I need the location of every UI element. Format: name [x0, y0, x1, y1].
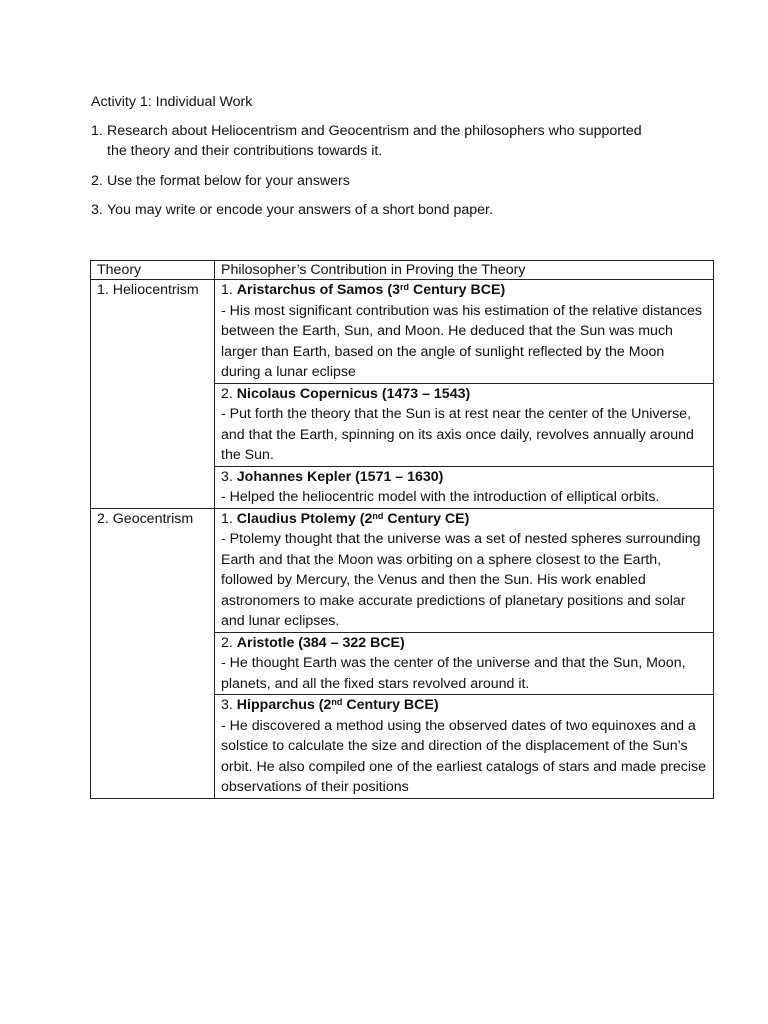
- instruction-text: You may write or encode your answers of a short bond paper.: [107, 202, 493, 218]
- instruction-text-continued: the theory and their contributions towards it.: [107, 143, 383, 159]
- theory-cell: 2. Geocentrism: [91, 508, 215, 798]
- philosopher-name: Aristarchus of Samos (3: [236, 282, 401, 298]
- contribution-cell: [215, 466, 714, 508]
- ordinal-suffix: nd: [372, 510, 384, 521]
- entry-number: 2.: [221, 385, 233, 402]
- instruction-number: 2.: [91, 173, 103, 189]
- contribution-text: - Helped the heliocentric model with the introduction of elliptical orbits.: [221, 489, 660, 505]
- ordinal-suffix: nd: [331, 697, 343, 707]
- ordinal-suffix: rd: [400, 282, 410, 292]
- philosopher-date: Century CE): [383, 510, 470, 527]
- contribution-cell: [215, 508, 714, 632]
- entry-number: 3.: [221, 697, 233, 713]
- contribution-cell: [215, 695, 714, 799]
- instruction-number: 1.: [91, 123, 103, 139]
- header-contribution: Philosopher’s Contribution in Proving the Theory: [215, 261, 714, 280]
- header-theory: Theory: [91, 261, 215, 280]
- instruction-text: Use the format below for your answers: [107, 173, 350, 189]
- philosopher-name: Hipparchus (2: [236, 697, 332, 713]
- activity-title: Activity 1: Individual Work: [91, 94, 253, 110]
- table-row: [91, 280, 714, 384]
- philosopher-name: Claudius Ptolemy (2: [236, 510, 373, 527]
- contribution-cell: [215, 383, 714, 466]
- theory-cell: 1. Heliocentrism: [91, 280, 215, 509]
- theory-table: [90, 260, 714, 799]
- entry-number: 3.: [221, 468, 233, 485]
- instruction-text: Research about Heliocentrism and Geocentrism and the philosophers who supported: [107, 123, 642, 139]
- instruction-number: 3.: [91, 202, 103, 218]
- contribution-cell: [215, 280, 714, 384]
- contribution-text: - He thought Earth was the center of the universe and that the Sun, Moon, planets, and all the fixed stars revolved around it.: [221, 655, 686, 692]
- entry-number: 1.: [221, 282, 233, 298]
- instruction-item: [91, 200, 493, 220]
- contribution-text: - Put forth the theory that the Sun is at rest near the center of the Universe, and that the Earth, spinning on its axis once daily, revolves annually around the Sun.: [221, 406, 694, 463]
- table-header-row: [91, 261, 714, 280]
- contribution-text: - Ptolemy thought that the universe was a set of nested spheres surrounding Earth and that the Moon was orbiting on a sphere closest to the Earth, followed by Mercury, the Venus and then the Sun. His work enabled astronomers to make accurate predictions of planetary positions and solar and lunar eclipses.: [221, 531, 701, 629]
- instruction-item: [91, 121, 691, 161]
- instruction-item: [91, 171, 350, 191]
- philosopher-date: Century BCE): [409, 282, 506, 298]
- entry-number: 2.: [221, 634, 233, 651]
- entry-number: 1.: [221, 510, 233, 527]
- philosopher-name: Aristotle (384 – 322 BCE): [236, 634, 405, 651]
- philosopher-name: Johannes Kepler (1571 – 1630): [236, 468, 444, 485]
- contribution-text: - His most significant contribution was his estimation of the relative distances between the Earth, Sun, and Moon. He deduced that the Sun was much larger than Earth, based on the angle of sunlight reflected by the Moon during a lunar eclipse: [221, 302, 703, 380]
- table-row: [91, 508, 714, 632]
- philosopher-name: Nicolaus Copernicus (1473 – 1543): [236, 385, 471, 402]
- philosopher-date: Century BCE): [342, 697, 439, 713]
- contribution-cell: [215, 632, 714, 695]
- contribution-text: - He discovered a method using the observed dates of two equinoxes and a solstice to calculate the size and direction of the displacement of the Sun’s orbit. He also compiled one of the earliest catalogs of stars and made precise observations of their positions: [221, 717, 707, 795]
